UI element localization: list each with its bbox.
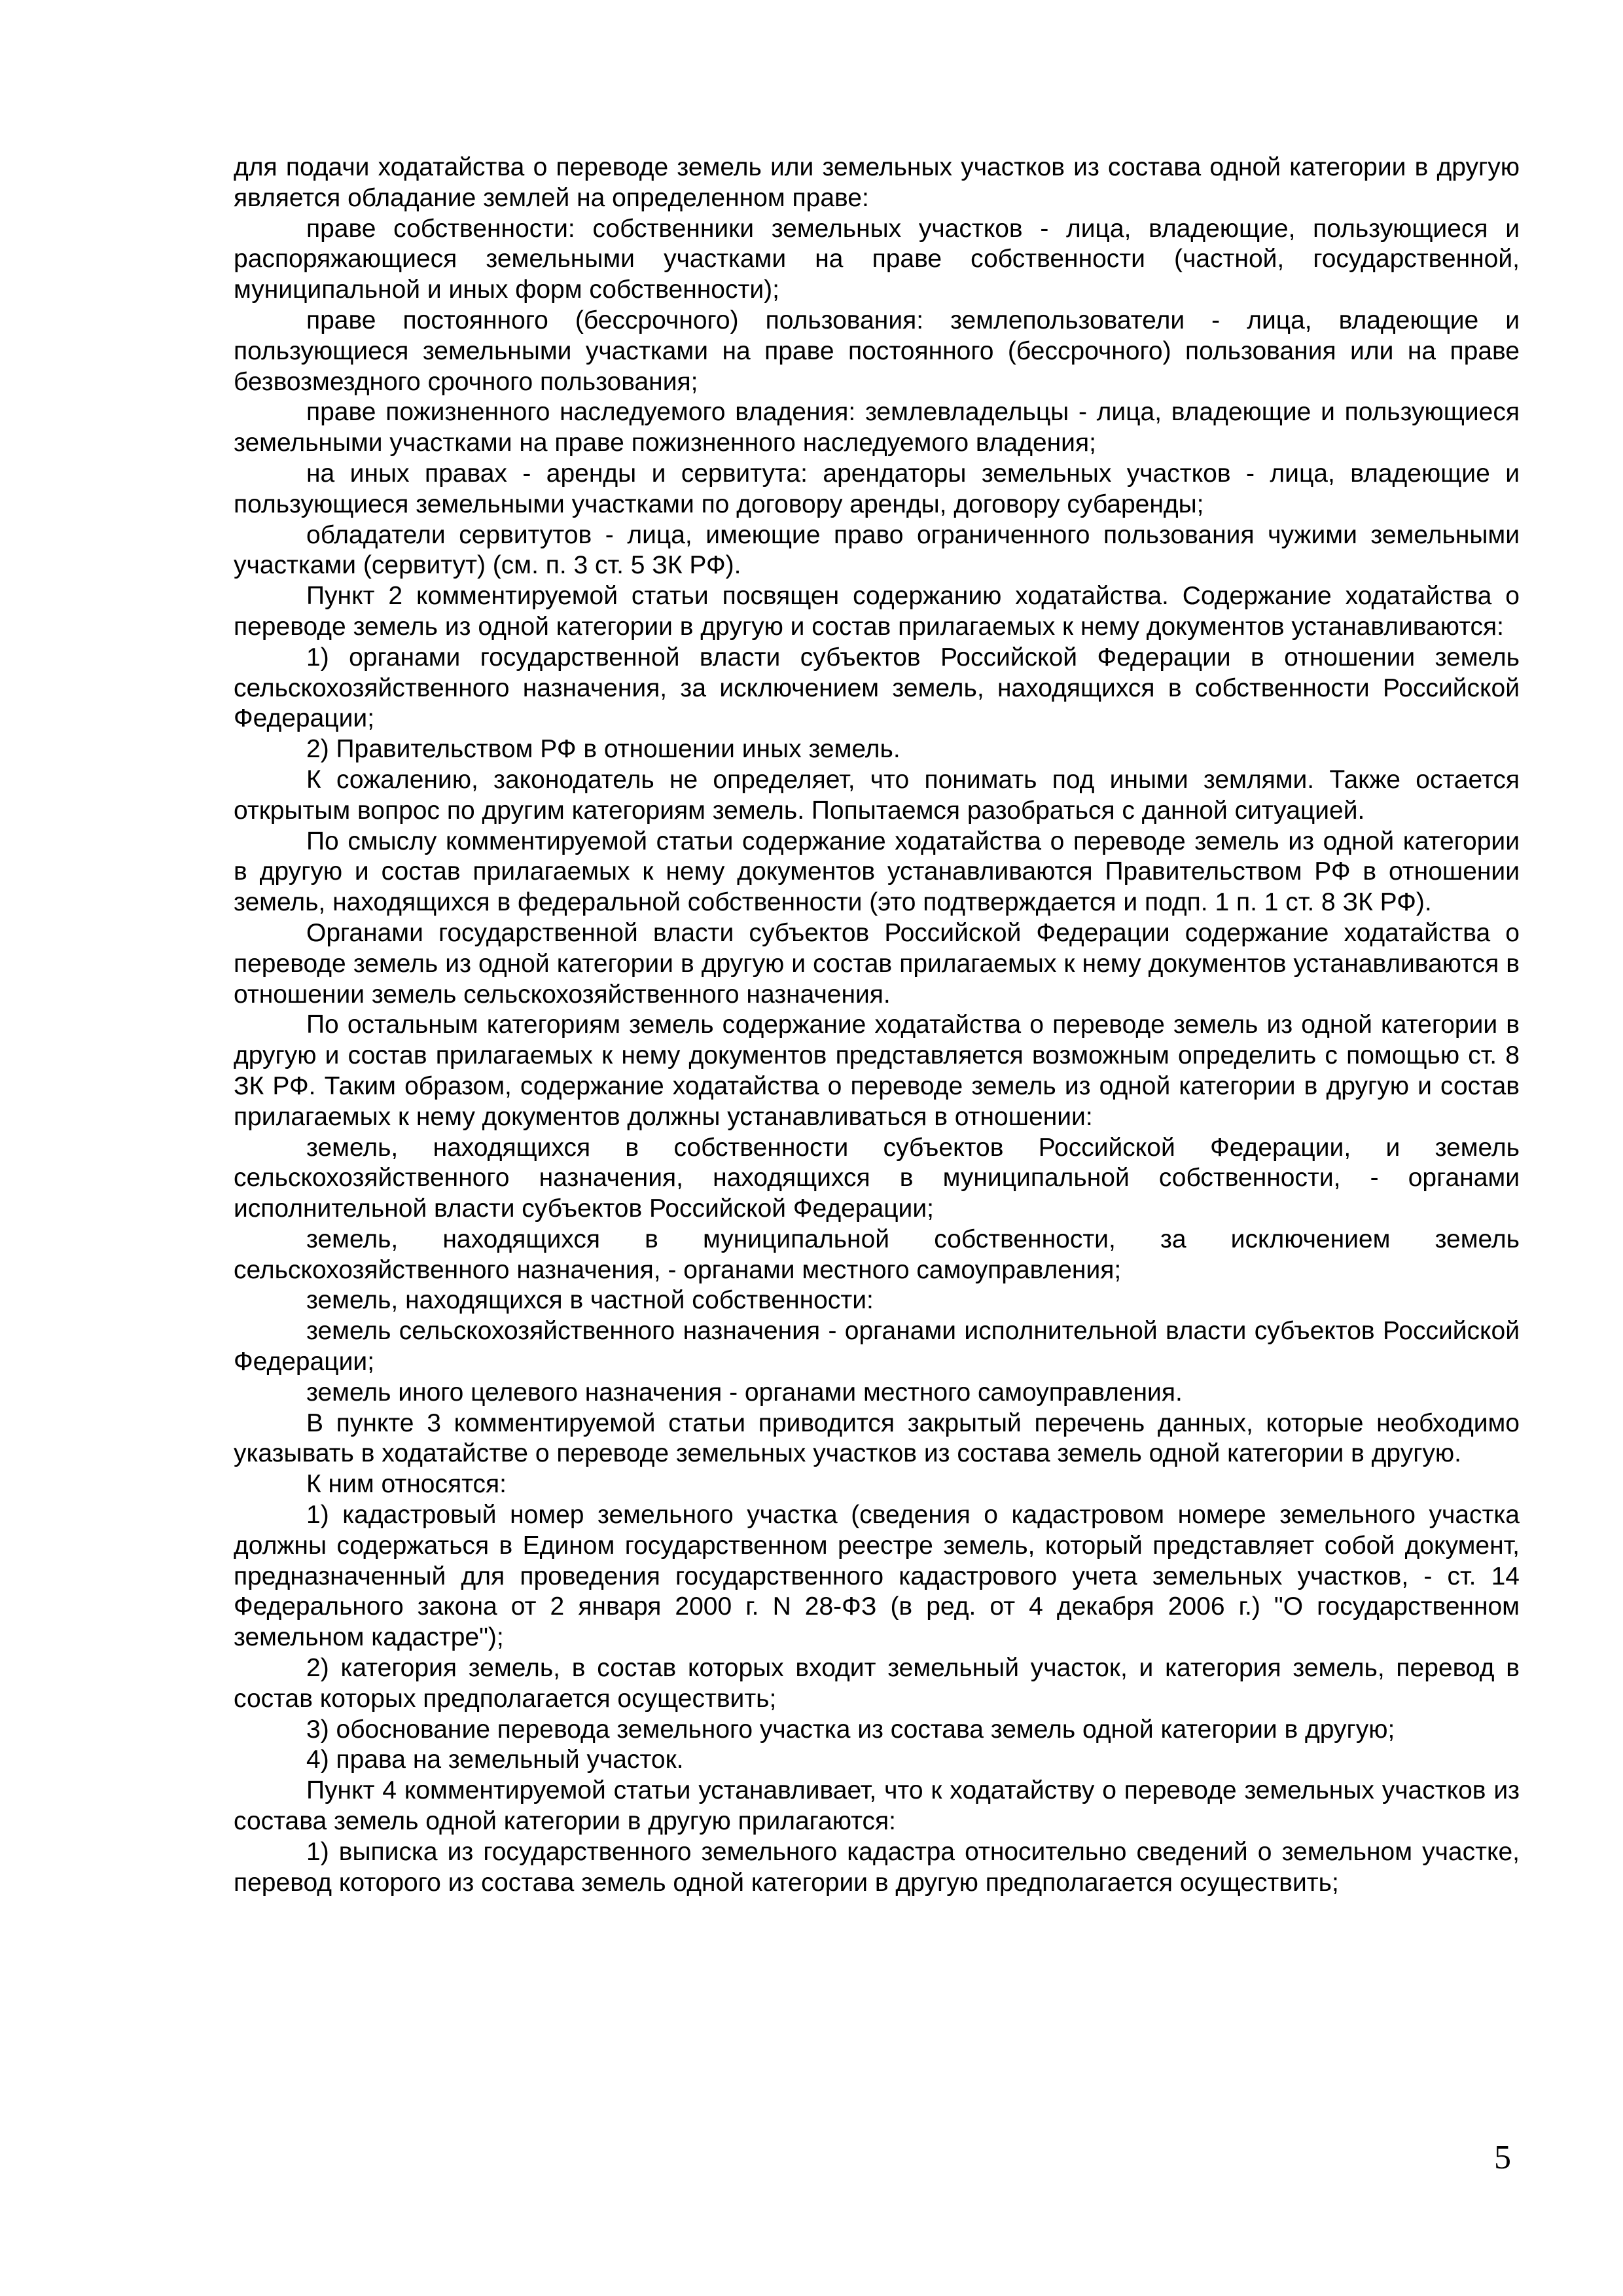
paragraph-22: 2) категория земель, в состав которых входит земельный участок, и категория земель, перевод в состав которых предполагается осуществить;: [234, 1654, 1520, 1713]
page-number: 5: [1494, 2139, 1511, 2176]
paragraph-18: земель иного целевого назначения - органами местного самоуправления.: [306, 1378, 1183, 1407]
paragraph-14: земель, находящихся в собственности субъектов Российской Федерации, и земель сельскохозяйственного назначения, находящихся в муниципальной собственности, - органами исполнительной власти субъектов Российской Федерации;: [234, 1133, 1520, 1223]
paragraph-20: К ним относятся:: [306, 1470, 507, 1499]
paragraph-10: К сожалению, законодатель не определяет, что понимать под иными землями. Также остается открытым вопрос по другим категориям земель. Попытаемся разобраться с данной ситуацией.: [234, 765, 1520, 825]
paragraph-21: 1) кадастровый номер земельного участка (сведения о кадастровом номере земельного участка должны содержаться в Едином государственном реестре земель, который представляет собой документ, предназначенный для проведения государственного кадастрового учета земельных участков, - ст. 14 Федерального закона от 2 января 2000 г. N 28-ФЗ (в ред. от 4 декабря 2006 г.) "О государственном земельном кадастре");: [234, 1501, 1520, 1652]
paragraph-16: земель, находящихся в частной собственности:: [306, 1286, 874, 1315]
paragraph-13: По остальным категориям земель содержание ходатайства о переводе земель из одной категории в другую и состав прилагаемых к нему документов представляется возможным определить с помощью ст. 8 ЗК РФ. Таким образом, содержание ходатайства о переводе земель из одной категории в другую и состав прилагаемых к нему документов должны устанавливаться в отношении:: [234, 1011, 1520, 1131]
paragraph-25: Пункт 4 комментируемой статьи устанавливает, что к ходатайству о переводе земельных участков из состава земель одной категории в другую прилагаются:: [234, 1776, 1520, 1836]
paragraph-9: 2) Правительством РФ в отношении иных земель.: [306, 735, 901, 764]
paragraph-11: По смыслу комментируемой статьи содержание ходатайства о переводе земель из одной категории в другую и состав прилагаемых к нему документов устанавливаются Правительством РФ в отношении земель, находящихся в федеральной собственности (это подтверждается и подп. 1 п. 1 ст. 8 ЗК РФ).: [234, 827, 1520, 917]
paragraph-19: В пункте 3 комментируемой статьи приводится закрытый перечень данных, которые необходимо указывать в ходатайстве о переводе земельных участков из состава земель одной категории в другую.: [234, 1408, 1520, 1468]
paragraph-1: для подачи ходатайства о переводе земель или земельных участков из состава одной категории в другую является обладание землей на определенном праве:: [234, 153, 1520, 212]
paragraph-2: праве собственности: собственники земельных участков - лица, владеющие, пользующиеся и распоряжающиеся земельными участками на праве собственности (частной, государственной, муниципальной и иных форм собственности);: [234, 214, 1520, 304]
paragraph-17: земель сельскохозяйственного назначения - органами исполнительной власти субъектов Российской Федерации;: [234, 1317, 1520, 1376]
paragraph-26: 1) выписка из государственного земельного кадастра относительно сведений о земельном участке, перевод которого из состава земель одной категории в другую предполагается осуществить;: [234, 1837, 1520, 1897]
paragraph-12: Органами государственной власти субъектов Российской Федерации содержание ходатайства о переводе земель из одной категории в другую и состав прилагаемых к нему документов устанавливаются в отношении земель сельскохозяйственного назначения.: [234, 918, 1520, 1009]
paragraph-15: земель, находящихся в муниципальной собственности, за исключением земель сельскохозяйственного назначения, - органами местного самоуправления;: [234, 1225, 1520, 1284]
paragraph-7: Пункт 2 комментируемой статьи посвящен содержанию ходатайства. Содержание ходатайства о переводе земель из одной категории в другую и состав прилагаемых к нему документов устанавливаются:: [234, 582, 1520, 641]
paragraph-5: на иных правах - аренды и сервитута: арендаторы земельных участков - лица, владеющие и пользующиеся земельными участками по договору аренды, договору субаренды;: [234, 459, 1520, 518]
paragraph-4: праве пожизненного наследуемого владения: землевладельцы - лица, владеющие и пользующиеся земельными участками на праве пожизненного наследуемого владения;: [234, 398, 1520, 457]
document-body: [234, 152, 1520, 2090]
paragraph-3: праве постоянного (бессрочного) пользования: землепользователи - лица, владеющие и пользующиеся земельными участками на праве постоянного (бессрочного) пользования или на праве безвозмездного срочного пользования;: [234, 306, 1520, 396]
paragraph-8: 1) органами государственной власти субъектов Российской Федерации в отношении земель сельскохозяйственного назначения, за исключением земель, находящихся в собственности Российской Федерации;: [234, 643, 1520, 733]
paragraph-23: 3) обоснование перевода земельного участка из состава земель одной категории в другую;: [306, 1715, 1395, 1744]
paragraph-24: 4) права на земельный участок.: [306, 1746, 684, 1774]
paragraph-6: обладатели сервитутов - лица, имеющие право ограниченного пользования чужими земельными участками (сервитут) (см. п. 3 ст. 5 ЗК РФ).: [234, 520, 1520, 580]
